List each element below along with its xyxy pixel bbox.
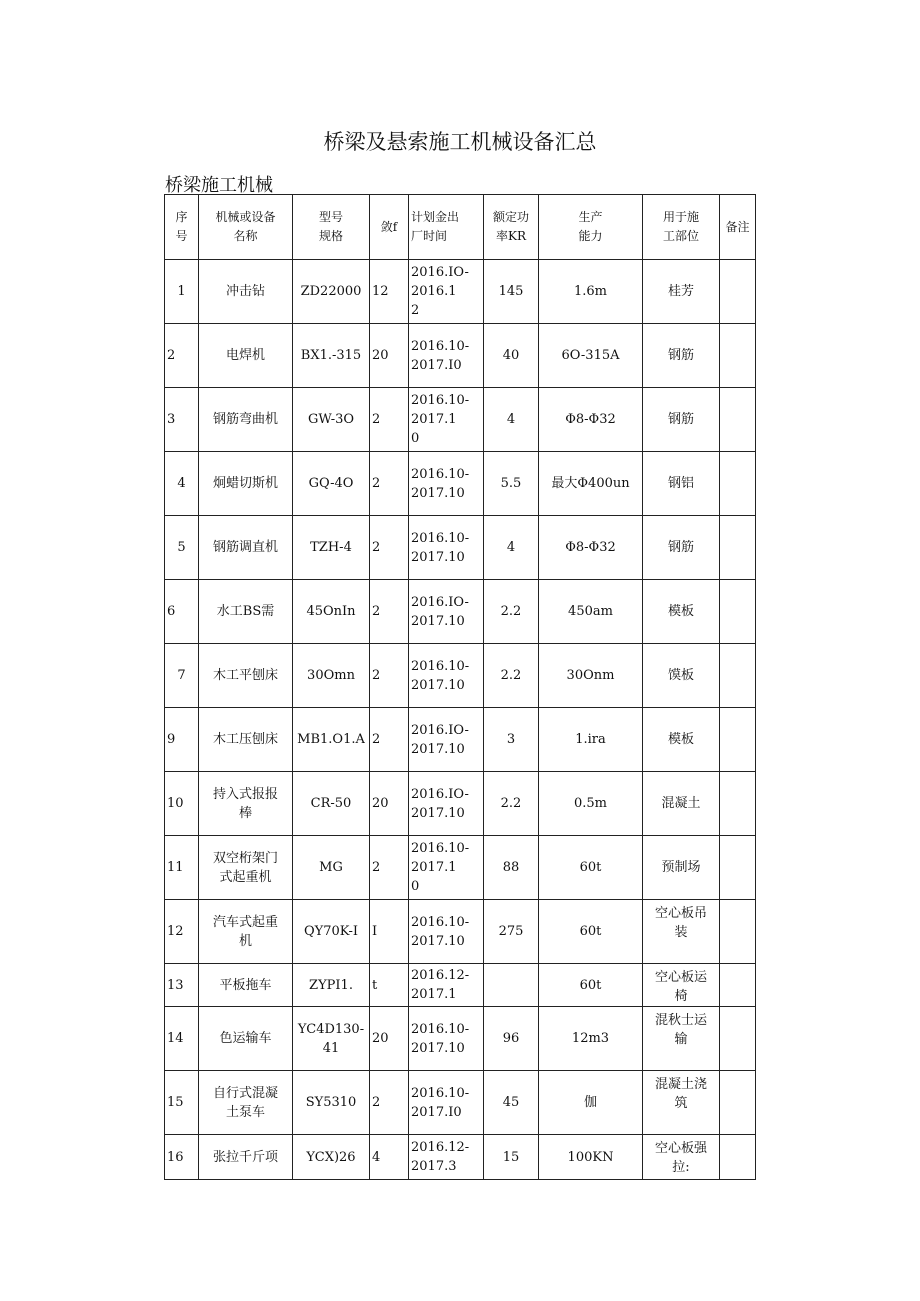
cell-qty: 2 [370,1071,409,1135]
cell-capacity: 30Onm [539,644,643,708]
cell-name: 冲击钻 [199,260,293,324]
cell-usage: 钢铝 [643,452,720,516]
cell-usage: 钢筋 [643,516,720,580]
cell-seq: 13 [165,964,199,1007]
header-seq: 序 号 [165,195,199,260]
cell-usage: 钢筋 [643,324,720,388]
cell-qty: 2 [370,580,409,644]
cell-plan: 2016.IO- 2016.1 2 [409,260,484,324]
cell-note [720,836,756,900]
table-row [165,644,756,708]
header-capacity: 生产 能力 [539,195,643,260]
cell-power: 145 [484,260,539,324]
cell-note [720,388,756,452]
cell-seq: 12 [165,900,199,964]
cell-usage: 空心板强 拉: [643,1135,720,1180]
cell-model: MB1.O1.A [293,708,370,772]
cell-seq: 6 [165,580,199,644]
cell-note [720,644,756,708]
header-plan: 计划金出 厂时间 [409,195,484,260]
cell-qty: 20 [370,772,409,836]
equipment-table [164,194,756,1180]
cell-name: 色运输车 [199,1007,293,1071]
cell-seq: 15 [165,1071,199,1135]
cell-name: 双空桁架门 式起重机 [199,836,293,900]
cell-usage: 混凝土 [643,772,720,836]
cell-note [720,1007,756,1071]
cell-qty: 12 [370,260,409,324]
cell-seq: 2 [165,324,199,388]
cell-model: SY5310 [293,1071,370,1135]
table-row [165,964,756,1007]
table-row [165,1071,756,1135]
table-row [165,1135,756,1180]
cell-qty: 2 [370,388,409,452]
cell-plan: 2016.10- 2017.10 [409,1007,484,1071]
table-row [165,836,756,900]
cell-usage: 馍板 [643,644,720,708]
cell-qty: 20 [370,324,409,388]
cell-plan: 2016.IO- 2017.10 [409,772,484,836]
cell-note [720,452,756,516]
cell-plan: 2016.12- 2017.1 [409,964,484,1007]
cell-seq: 14 [165,1007,199,1071]
cell-name: 张拉千斤项 [199,1135,293,1180]
cell-qty: 2 [370,644,409,708]
cell-qty: 20 [370,1007,409,1071]
cell-capacity: 60t [539,964,643,1007]
cell-qty: 2 [370,452,409,516]
cell-plan: 2016.12- 2017.3 [409,1135,484,1180]
table-row [165,388,756,452]
cell-capacity: 12m3 [539,1007,643,1071]
cell-usage: 桂芳 [643,260,720,324]
cell-usage: 模板 [643,708,720,772]
cell-name: 钢筋弯曲机 [199,388,293,452]
cell-plan: 2016.IO- 2017.10 [409,580,484,644]
cell-usage: 空心板运 椅 [643,964,720,1007]
cell-seq: 10 [165,772,199,836]
cell-model: 45OnIn [293,580,370,644]
cell-note [720,516,756,580]
cell-note [720,772,756,836]
cell-plan: 2016.10- 2017.I0 [409,324,484,388]
cell-seq: 11 [165,836,199,900]
table-row [165,260,756,324]
cell-usage: 混秋士运 输 [643,1007,720,1071]
cell-plan: 2016.10- 2017.10 [409,900,484,964]
cell-model: BX1.-315 [293,324,370,388]
table-row [165,900,756,964]
cell-seq: 3 [165,388,199,452]
cell-seq: 4 [165,452,199,516]
table-row [165,708,756,772]
cell-model: GW-3O [293,388,370,452]
table-row [165,1007,756,1071]
cell-model: MG [293,836,370,900]
cell-plan: 2016.IO- 2017.10 [409,708,484,772]
cell-note [720,260,756,324]
cell-name: 持入式报报 棒 [199,772,293,836]
cell-power: 2.2 [484,644,539,708]
cell-plan: 2016.10- 2017.1 0 [409,836,484,900]
cell-name: 平板拖车 [199,964,293,1007]
cell-qty: t [370,964,409,1007]
cell-name: 木工压刨床 [199,708,293,772]
cell-model: YCX)26 [293,1135,370,1180]
cell-capacity: Φ8-Φ32 [539,388,643,452]
cell-note [720,1071,756,1135]
header-note: 备注 [720,195,756,260]
cell-name: 钢筋调直机 [199,516,293,580]
cell-qty: 2 [370,708,409,772]
cell-power: 275 [484,900,539,964]
cell-capacity: Φ8-Φ32 [539,516,643,580]
cell-plan: 2016.10- 2017.10 [409,452,484,516]
header-model: 型号 规格 [293,195,370,260]
table-row [165,772,756,836]
cell-seq: 9 [165,708,199,772]
cell-power: 40 [484,324,539,388]
cell-usage: 空心板吊 装 [643,900,720,964]
cell-seq: 5 [165,516,199,580]
cell-capacity: 450am [539,580,643,644]
cell-capacity: 1.6m [539,260,643,324]
cell-capacity: 1.ira [539,708,643,772]
cell-capacity: 最大Φ400un [539,452,643,516]
cell-note [720,324,756,388]
cell-model: TZH-4 [293,516,370,580]
cell-model: CR-50 [293,772,370,836]
cell-seq: 7 [165,644,199,708]
cell-plan: 2016.10- 2017.10 [409,644,484,708]
cell-power: 2.2 [484,772,539,836]
cell-capacity: 60t [539,900,643,964]
cell-plan: 2016.10- 2017.1 0 [409,388,484,452]
cell-seq: 1 [165,260,199,324]
cell-model: GQ-4O [293,452,370,516]
cell-name: 汽车式起重 机 [199,900,293,964]
cell-power: 88 [484,836,539,900]
cell-model: YC4D130-41 [293,1007,370,1071]
cell-model: ZYPI1. [293,964,370,1007]
cell-power: 4 [484,388,539,452]
cell-qty: 2 [370,516,409,580]
cell-qty: 2 [370,836,409,900]
table-row [165,580,756,644]
cell-note [720,580,756,644]
cell-name: 木工平刨床 [199,644,293,708]
section-subtitle: 桥梁施工机械 [165,175,273,196]
header-usage: 用于施 工部位 [643,195,720,260]
cell-plan: 2016.10- 2017.I0 [409,1071,484,1135]
cell-note [720,708,756,772]
cell-capacity: 0.5m [539,772,643,836]
cell-power [484,964,539,1007]
cell-note [720,1135,756,1180]
cell-power: 96 [484,1007,539,1071]
cell-name: 自行式混凝 土泵车 [199,1071,293,1135]
cell-capacity: 伽 [539,1071,643,1135]
cell-seq: 16 [165,1135,199,1180]
header-power: 额定功 率KR [484,195,539,260]
cell-capacity: 6O-315A [539,324,643,388]
cell-usage: 预制场 [643,836,720,900]
cell-power: 5.5 [484,452,539,516]
header-name: 机械或设备 名称 [199,195,293,260]
cell-note [720,900,756,964]
cell-model: ZD22000 [293,260,370,324]
cell-capacity: 100KN [539,1135,643,1180]
table-header-row [165,195,756,260]
cell-usage: 模板 [643,580,720,644]
cell-model: QY70K-I [293,900,370,964]
cell-model: 30Omn [293,644,370,708]
cell-note [720,964,756,1007]
cell-plan: 2016.10- 2017.10 [409,516,484,580]
cell-usage: 钢筋 [643,388,720,452]
cell-power: 45 [484,1071,539,1135]
cell-usage: 混凝土浇 筑 [643,1071,720,1135]
page-title: 桥梁及悬索施工机械设备汇总 [323,130,597,154]
table-row [165,452,756,516]
table-row [165,516,756,580]
header-qty: 敛f [370,195,409,260]
cell-name: 水工BS需 [199,580,293,644]
cell-capacity: 60t [539,836,643,900]
cell-qty: 4 [370,1135,409,1180]
cell-name: 电焊机 [199,324,293,388]
cell-power: 15 [484,1135,539,1180]
cell-power: 4 [484,516,539,580]
cell-power: 2.2 [484,580,539,644]
cell-name: 炯蜡切斯机 [199,452,293,516]
table-row [165,324,756,388]
cell-qty: I [370,900,409,964]
cell-power: 3 [484,708,539,772]
